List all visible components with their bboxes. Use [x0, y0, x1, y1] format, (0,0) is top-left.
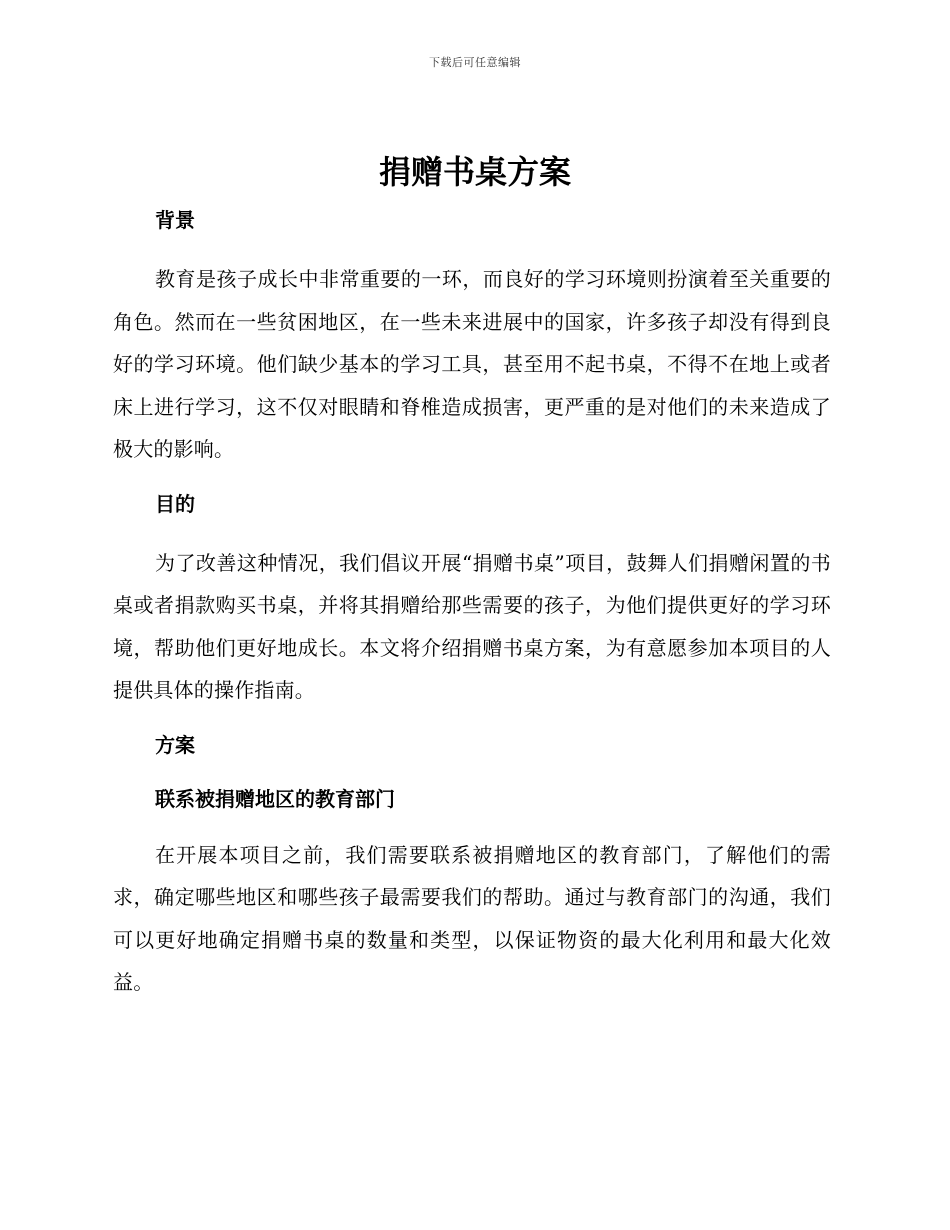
section-heading-background: 背景 [155, 208, 195, 232]
subsection-heading-contact: 联系被捐赠地区的教育部门 [155, 786, 395, 811]
document-body [113, 200, 831, 1004]
paragraph-background: 教育是孩子成长中非常重要的一环，而良好的学习环境则扮演着至关重要的角色。然而在一些贫困地区，在一些未来进展中的国家，许多孩子却没有得到良好的学习环境。他们缺少基本的学习工具，甚至用不起书桌，不得不在地上或者床上进行学习，这不仅对眼睛和脊椎造成损害，更严重的是对他们的未来造成了极大的影响。 [113, 267, 831, 461]
section-heading-plan: 方案 [155, 732, 195, 757]
paragraph-goal: 为了改善这种情况，我们倡议开展“捐赠书桌”项目，鼓舞人们捐赠闲置的书桌或者捐款购买书桌，并将其捐赠给那些需要的孩子，为他们提供更好的学习环境，帮助他们更好地成长。本文将介绍捐赠书桌方案，为有意愿参加本项目的人提供具体的操作指南。 [113, 550, 831, 702]
section-heading-goal: 目的 [155, 491, 195, 516]
header-note: 下载后可任意编辑 [429, 56, 521, 69]
paragraph-contact: 在开展本项目之前，我们需要联系被捐赠地区的教育部门，了解他们的需求，确定哪些地区和哪些孩子最需要我们的帮助。通过与教育部门的沟通，我们可以更好地确定捐赠书桌的数量和类型，以保证物资的最大化利用和最大化效益。 [113, 842, 831, 994]
document-title: 捐赠书桌方案 [378, 153, 571, 191]
